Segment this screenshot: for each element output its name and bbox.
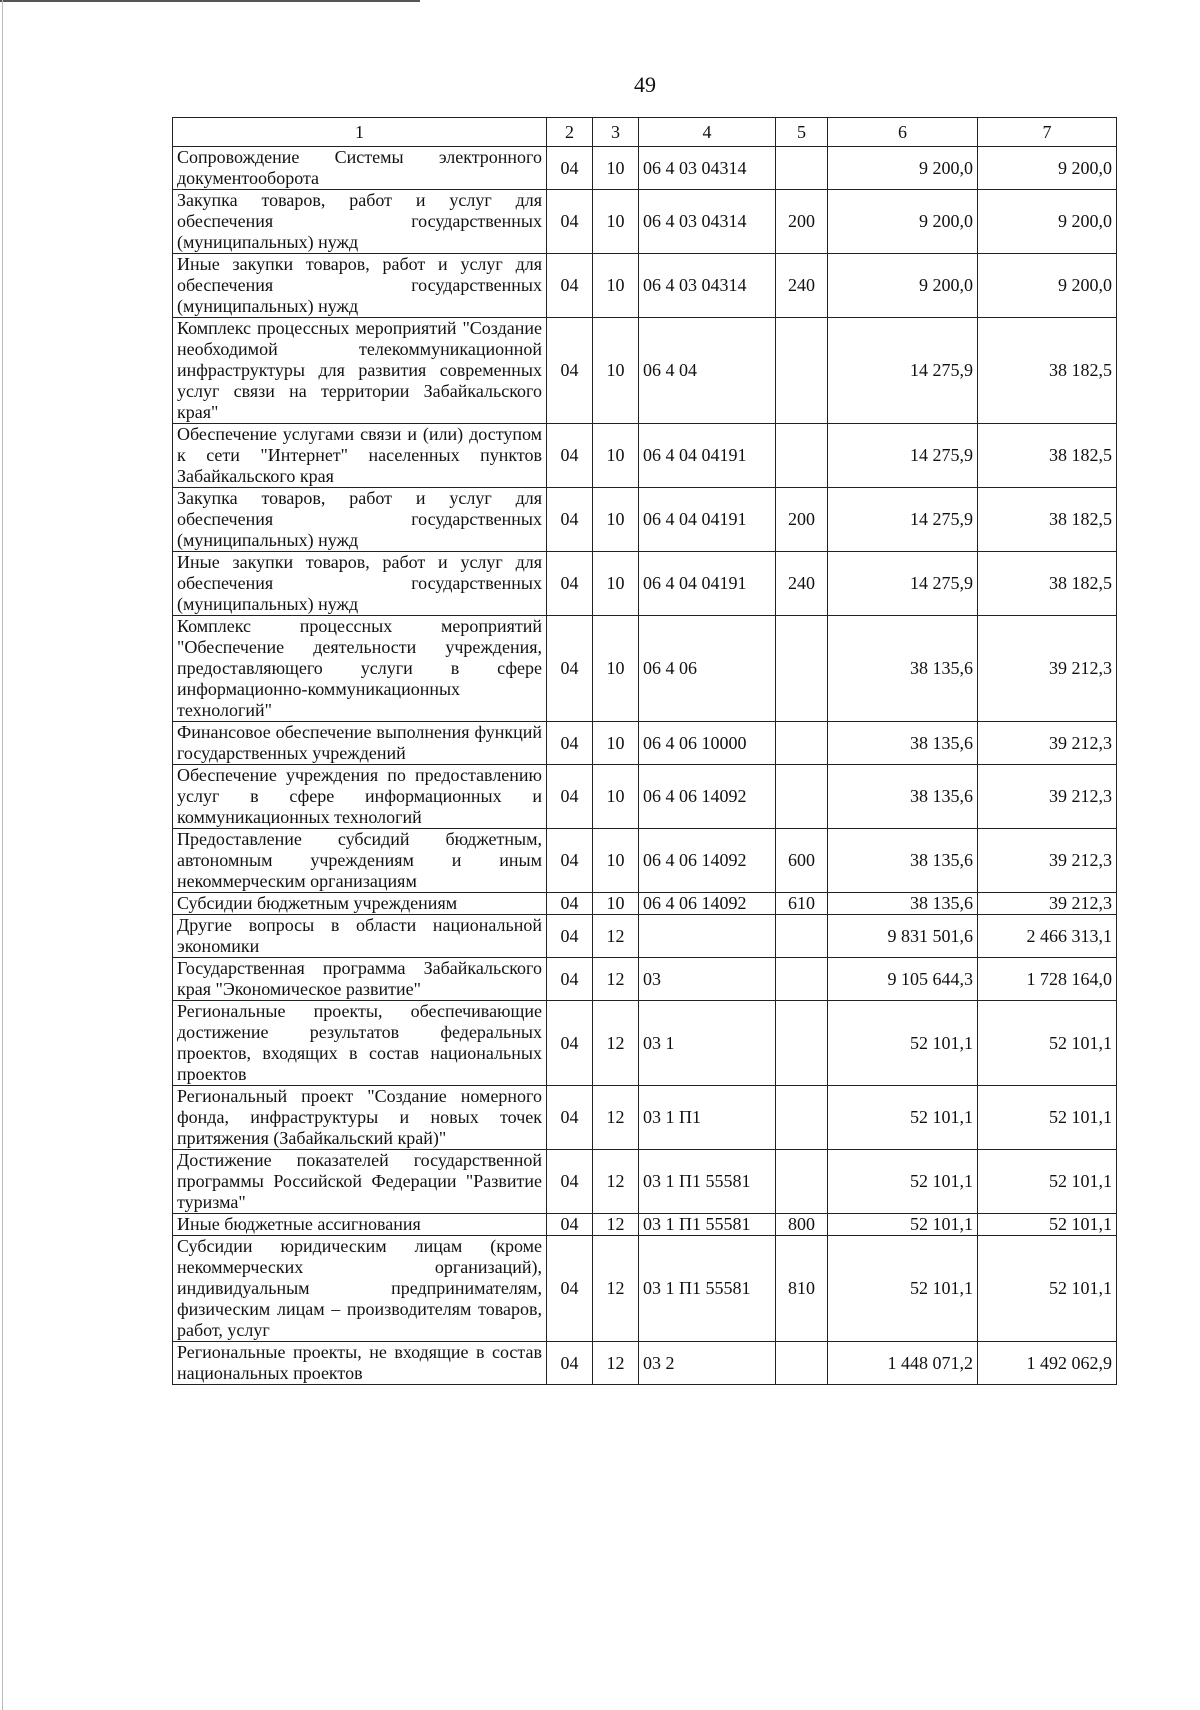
cell-expense-type: 800 [776,1214,828,1236]
cell-target-code: 03 1 П1 55581 [639,1236,776,1342]
cell-section: 04 [547,765,593,829]
cell-expense-type [776,147,828,190]
cell-target-code: 06 4 03 04314 [639,190,776,254]
cell-section: 04 [547,1236,593,1342]
cell-amount-year-2: 1 492 062,9 [978,1342,1117,1385]
cell-section: 04 [547,254,593,318]
cell-amount-year-2: 38 182,5 [978,318,1117,424]
cell-expense-type [776,765,828,829]
header-col-3: 3 [593,118,639,147]
cell-subsection: 10 [593,147,639,190]
cell-amount-year-1: 52 101,1 [828,1150,978,1214]
cell-subsection: 10 [593,616,639,722]
cell-subsection: 10 [593,488,639,552]
cell-description: Закупка товаров, работ и услуг для обеспечения государственных (муниципальных) нужд [173,488,547,552]
cell-description: Предоставление субсидий бюджетным, автономным учреждениям и иным некоммерческим организациям [173,829,547,893]
cell-amount-year-2: 38 182,5 [978,488,1117,552]
header-col-1: 1 [173,118,547,147]
cell-section: 04 [547,915,593,958]
cell-target-code: 03 1 П1 55581 [639,1150,776,1214]
cell-amount-year-2: 39 212,3 [978,893,1117,915]
cell-section: 04 [547,958,593,1001]
cell-description: Сопровождение Системы электронного документооборота [173,147,547,190]
cell-description: Обеспечение услугами связи и (или) доступом к сети "Интернет" населенных пунктов Забайкальского края [173,424,547,488]
cell-description: Обеспечение учреждения по предоставлению услуг в сфере информационных и коммуникационных технологий [173,765,547,829]
cell-expense-type [776,1086,828,1150]
cell-amount-year-1: 52 101,1 [828,1001,978,1086]
cell-subsection: 12 [593,915,639,958]
cell-section: 04 [547,1342,593,1385]
table-row [173,722,1117,765]
cell-amount-year-2: 39 212,3 [978,765,1117,829]
header-col-4: 4 [639,118,776,147]
cell-description: Финансовое обеспечение выполнения функций государственных учреждений [173,722,547,765]
table-row [173,147,1117,190]
cell-target-code: 06 4 04 04191 [639,488,776,552]
table-row [173,318,1117,424]
cell-amount-year-2: 39 212,3 [978,722,1117,765]
table-row [173,829,1117,893]
cell-target-code: 03 2 [639,1342,776,1385]
cell-amount-year-1: 1 448 071,2 [828,1342,978,1385]
cell-subsection: 12 [593,1086,639,1150]
cell-amount-year-2: 39 212,3 [978,616,1117,722]
table-row [173,616,1117,722]
cell-subsection: 12 [593,1342,639,1385]
cell-section: 04 [547,1150,593,1214]
cell-description: Государственная программа Забайкальского края "Экономическое развитие" [173,958,547,1001]
cell-description: Достижение показателей государственной программы Российской Федерации "Развитие туризма" [173,1150,547,1214]
cell-amount-year-1: 14 275,9 [828,552,978,616]
table-row [173,254,1117,318]
table-row [173,488,1117,552]
cell-section: 04 [547,552,593,616]
cell-expense-type [776,318,828,424]
cell-target-code: 06 4 04 04191 [639,424,776,488]
cell-description: Субсидии бюджетным учреждениям [173,893,547,915]
cell-section: 04 [547,722,593,765]
scan-artifact-line [0,0,420,2]
scan-artifact-edge [2,0,3,1710]
cell-amount-year-1: 38 135,6 [828,616,978,722]
cell-description: Комплекс процессных мероприятий "Обеспечение деятельности учреждения, предоставляющего услуги в сфере информационно-коммуникационных технологий" [173,616,547,722]
cell-amount-year-2: 9 200,0 [978,254,1117,318]
cell-expense-type: 810 [776,1236,828,1342]
cell-target-code [639,915,776,958]
cell-section: 04 [547,893,593,915]
cell-description: Комплекс процессных мероприятий "Создание необходимой телекоммуникационной инфраструктуры для развития современных услуг связи на территории Забайкальского края" [173,318,547,424]
cell-amount-year-1: 52 101,1 [828,1214,978,1236]
cell-section: 04 [547,1001,593,1086]
cell-section: 04 [547,829,593,893]
cell-target-code: 03 1 [639,1001,776,1086]
cell-target-code: 03 [639,958,776,1001]
cell-subsection: 10 [593,722,639,765]
table-row [173,1150,1117,1214]
cell-expense-type [776,722,828,765]
cell-target-code: 06 4 06 14092 [639,765,776,829]
cell-amount-year-1: 52 101,1 [828,1236,978,1342]
cell-subsection: 10 [593,318,639,424]
cell-target-code: 03 1 П1 [639,1086,776,1150]
cell-amount-year-1: 14 275,9 [828,424,978,488]
cell-amount-year-1: 9 200,0 [828,254,978,318]
table-row [173,1236,1117,1342]
cell-subsection: 10 [593,190,639,254]
cell-amount-year-1: 38 135,6 [828,765,978,829]
cell-subsection: 12 [593,1001,639,1086]
cell-amount-year-1: 9 200,0 [828,190,978,254]
header-col-2: 2 [547,118,593,147]
header-col-7: 7 [978,118,1117,147]
cell-description: Другие вопросы в области национальной экономики [173,915,547,958]
cell-section: 04 [547,318,593,424]
cell-subsection: 10 [593,829,639,893]
header-col-6: 6 [828,118,978,147]
cell-description: Региональные проекты, обеспечивающие достижение результатов федеральных проектов, входящих в состав национальных проектов [173,1001,547,1086]
cell-description: Региональный проект "Создание номерного фонда, инфраструктуры и новых точек притяжения (Забайкальский край)" [173,1086,547,1150]
table-row [173,190,1117,254]
cell-amount-year-2: 52 101,1 [978,1150,1117,1214]
cell-amount-year-1: 9 105 644,3 [828,958,978,1001]
cell-subsection: 10 [593,765,639,829]
cell-expense-type [776,1342,828,1385]
table-row [173,424,1117,488]
table-row [173,915,1117,958]
header-col-5: 5 [776,118,828,147]
cell-amount-year-1: 38 135,6 [828,893,978,915]
cell-subsection: 10 [593,424,639,488]
cell-expense-type: 240 [776,552,828,616]
page-number: 49 [634,72,656,97]
cell-section: 04 [547,616,593,722]
cell-subsection: 10 [593,893,639,915]
cell-subsection: 12 [593,1150,639,1214]
cell-description: Иные бюджетные ассигнования [173,1214,547,1236]
cell-expense-type [776,1150,828,1214]
cell-expense-type [776,616,828,722]
cell-subsection: 12 [593,1236,639,1342]
cell-expense-type [776,915,828,958]
cell-expense-type: 610 [776,893,828,915]
cell-section: 04 [547,1086,593,1150]
table-body [173,147,1117,1385]
cell-amount-year-2: 52 101,1 [978,1086,1117,1150]
cell-description: Закупка товаров, работ и услуг для обеспечения государственных (муниципальных) нужд [173,190,547,254]
cell-section: 04 [547,190,593,254]
table-row [173,1086,1117,1150]
cell-amount-year-2: 9 200,0 [978,147,1117,190]
cell-target-code: 06 4 04 04191 [639,552,776,616]
cell-section: 04 [547,1214,593,1236]
cell-amount-year-2: 52 101,1 [978,1214,1117,1236]
cell-target-code: 06 4 06 14092 [639,893,776,915]
cell-amount-year-1: 9 200,0 [828,147,978,190]
cell-amount-year-2: 52 101,1 [978,1001,1117,1086]
cell-amount-year-2: 39 212,3 [978,829,1117,893]
cell-amount-year-2: 2 466 313,1 [978,915,1117,958]
cell-description: Субсидии юридическим лицам (кроме некоммерческих организаций), индивидуальным предпринимателям, физическим лицам – производителям товаров, работ, услуг [173,1236,547,1342]
table-row [173,958,1117,1001]
table-row [173,765,1117,829]
cell-amount-year-2: 9 200,0 [978,190,1117,254]
cell-subsection: 12 [593,1214,639,1236]
cell-target-code: 06 4 03 04314 [639,147,776,190]
cell-section: 04 [547,424,593,488]
cell-amount-year-2: 38 182,5 [978,552,1117,616]
cell-subsection: 12 [593,958,639,1001]
cell-subsection: 10 [593,552,639,616]
cell-expense-type: 600 [776,829,828,893]
cell-expense-type: 200 [776,488,828,552]
cell-description: Иные закупки товаров, работ и услуг для обеспечения государственных (муниципальных) нужд [173,254,547,318]
cell-expense-type [776,1001,828,1086]
cell-amount-year-2: 38 182,5 [978,424,1117,488]
table-row [173,1001,1117,1086]
cell-section: 04 [547,147,593,190]
table-row [173,552,1117,616]
cell-target-code: 06 4 04 [639,318,776,424]
cell-amount-year-1: 38 135,6 [828,829,978,893]
cell-amount-year-2: 1 728 164,0 [978,958,1117,1001]
cell-section: 04 [547,488,593,552]
cell-amount-year-1: 38 135,6 [828,722,978,765]
cell-amount-year-1: 14 275,9 [828,488,978,552]
cell-amount-year-2: 52 101,1 [978,1236,1117,1342]
table-row [173,893,1117,915]
cell-amount-year-1: 9 831 501,6 [828,915,978,958]
cell-amount-year-1: 52 101,1 [828,1086,978,1150]
cell-description: Иные закупки товаров, работ и услуг для обеспечения государственных (муниципальных) нужд [173,552,547,616]
cell-expense-type [776,958,828,1001]
cell-target-code: 06 4 03 04314 [639,254,776,318]
cell-expense-type: 240 [776,254,828,318]
cell-subsection: 10 [593,254,639,318]
cell-target-code: 03 1 П1 55581 [639,1214,776,1236]
cell-target-code: 06 4 06 10000 [639,722,776,765]
table-row [173,1214,1117,1236]
cell-description: Региональные проекты, не входящие в состав национальных проектов [173,1342,547,1385]
table-row [173,1342,1117,1385]
cell-expense-type [776,424,828,488]
cell-target-code: 06 4 06 [639,616,776,722]
cell-target-code: 06 4 06 14092 [639,829,776,893]
cell-expense-type: 200 [776,190,828,254]
table-header-row [173,118,1117,147]
budget-table [172,117,1117,1385]
cell-amount-year-1: 14 275,9 [828,318,978,424]
